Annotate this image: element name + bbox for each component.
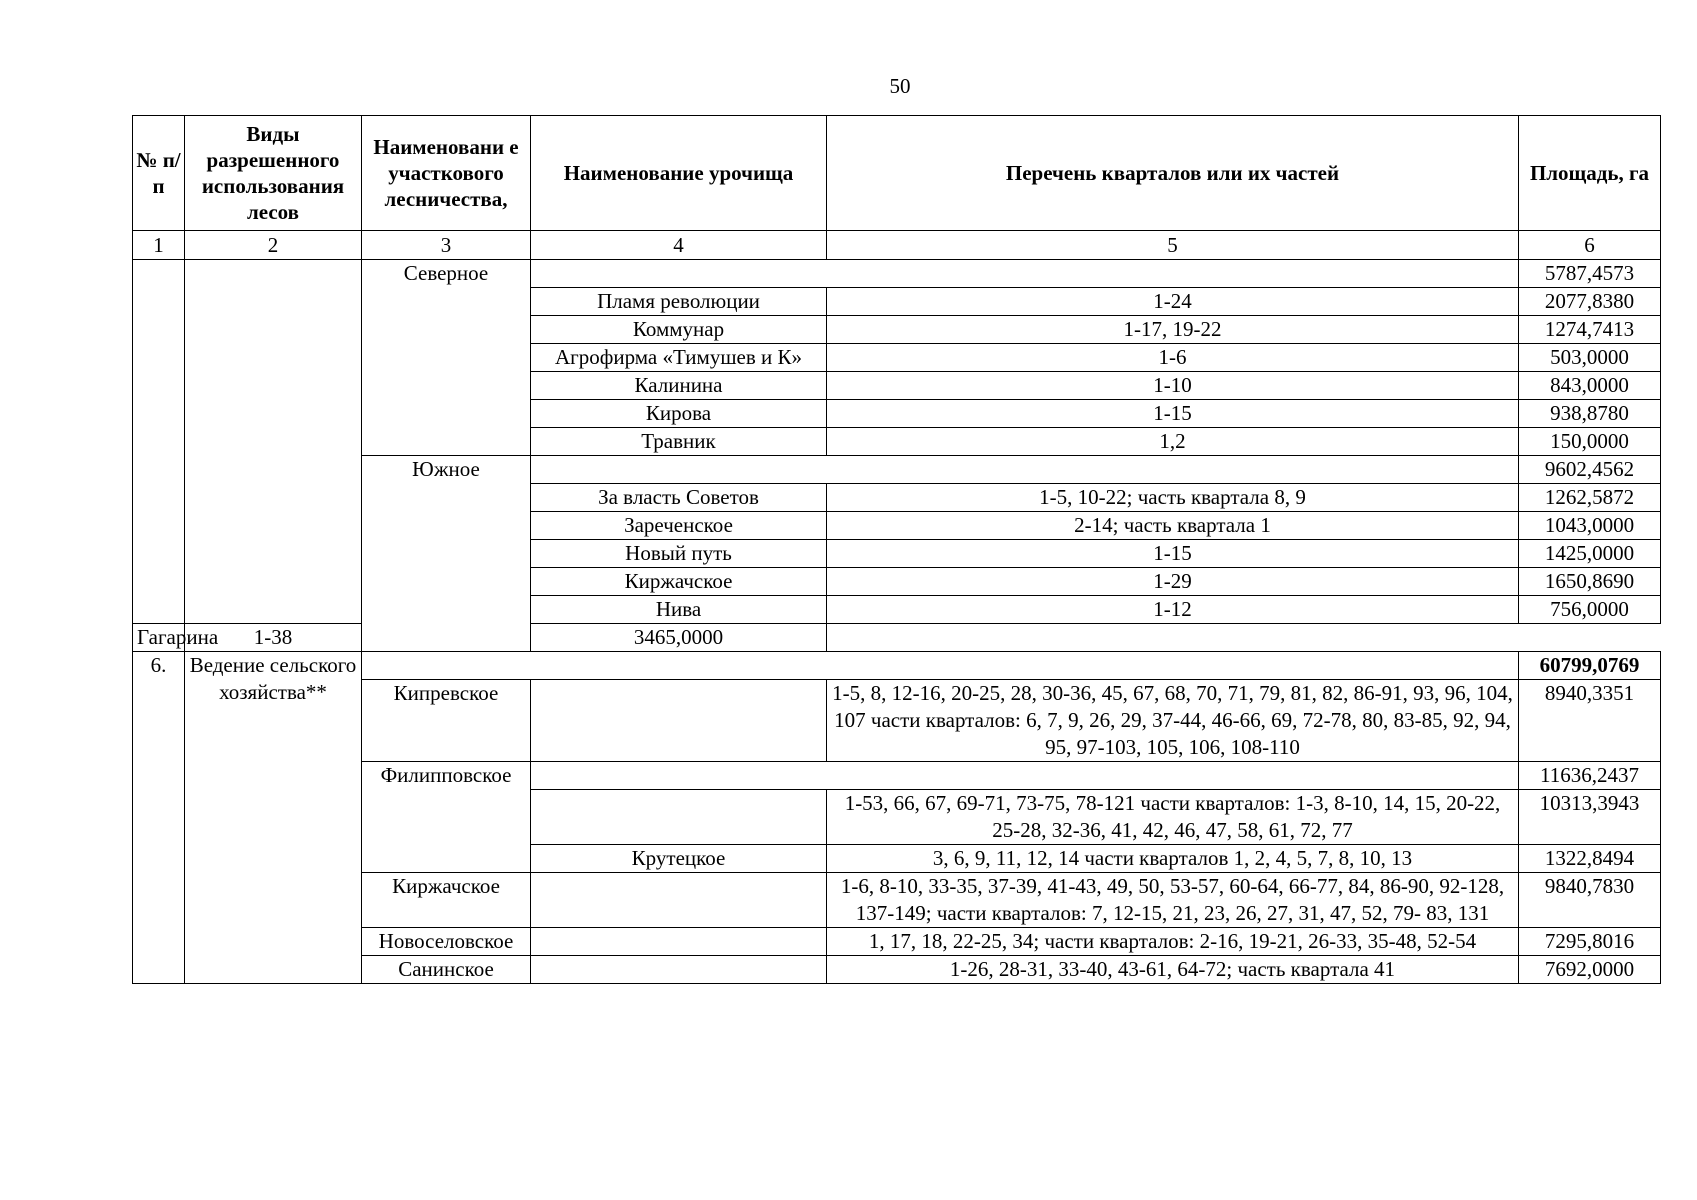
area-value: 150,0000 [1519, 428, 1661, 456]
empty-cell [133, 260, 185, 624]
table-row [133, 680, 1661, 762]
quarters-list: 1, 17, 18, 22-25, 34; части кварталов: 2-16, 19-21, 26-33, 35-48, 52-54 [827, 928, 1519, 956]
area-value: 1043,0000 [1519, 512, 1661, 540]
quarters-list: 1-5, 10-22; часть квартала 8, 9 [827, 484, 1519, 512]
quarters-list: 2-14; часть квартала 1 [827, 512, 1519, 540]
empty-cell [531, 680, 827, 762]
area-value: 1322,8494 [1519, 845, 1661, 873]
table-row [133, 260, 1661, 288]
tract-name: Кирова [531, 400, 827, 428]
table-row [133, 456, 1661, 484]
forest-use-table [132, 115, 1661, 984]
tract-name: Крутецкое [531, 845, 827, 873]
empty-cell [185, 260, 362, 624]
area-value: 1274,7413 [1519, 316, 1661, 344]
row-number: 6. [133, 652, 185, 984]
col-number: 5 [827, 231, 1519, 260]
tract-name: За власть Советов [531, 484, 827, 512]
quarters-list: 1-26, 28-31, 33-40, 43-61, 64-72; часть квартала 41 [827, 956, 1519, 984]
district-total-area: 11636,2437 [1519, 762, 1661, 790]
district-name: Киржачское [362, 873, 531, 928]
quarters-list: 1-15 [827, 400, 1519, 428]
tract-name: Пламя революции [531, 288, 827, 316]
area-value: 503,0000 [1519, 344, 1661, 372]
district-name: Санинское [362, 956, 531, 984]
district-total-area: 9602,4562 [1519, 456, 1661, 484]
header-district: Наименовани е участкового лесничества, [362, 116, 531, 231]
tract-name: Агрофирма «Тимушев и К» [531, 344, 827, 372]
quarters-list: 1-17, 19-22 [827, 316, 1519, 344]
tract-name: Травник [531, 428, 827, 456]
district-name: Кипревское [362, 680, 531, 762]
area-value: 1650,8690 [1519, 568, 1661, 596]
col-number: 2 [185, 231, 362, 260]
table-row [133, 873, 1661, 928]
area-value: 1262,5872 [1519, 484, 1661, 512]
table-row [133, 762, 1661, 790]
district-name: Северное [362, 260, 531, 456]
district-name: Филипповское [362, 762, 531, 873]
col-number: 1 [133, 231, 185, 260]
tract-name: Киржачское [531, 568, 827, 596]
area-value: 2077,8380 [1519, 288, 1661, 316]
header-tract: Наименование урочища [531, 116, 827, 231]
section-total-area: 60799,0769 [1519, 652, 1661, 680]
empty-cell [362, 652, 1519, 680]
area-value: 1425,0000 [1519, 540, 1661, 568]
district-name: Новоселовское [362, 928, 531, 956]
quarters-list: 1-29 [827, 568, 1519, 596]
quarters-list: 1-38 [185, 624, 362, 652]
header-use-type: Виды разрешенного использования лесов [185, 116, 362, 231]
area-value: 7692,0000 [1519, 956, 1661, 984]
empty-cell [531, 456, 1519, 484]
empty-cell [531, 928, 827, 956]
empty-cell [531, 956, 827, 984]
empty-cell [531, 873, 827, 928]
tract-name: Гагарина [133, 624, 185, 652]
area-value: 938,8780 [1519, 400, 1661, 428]
quarters-list: 1-6 [827, 344, 1519, 372]
empty-cell [531, 762, 1519, 790]
column-number-row [133, 231, 1661, 260]
table-row [133, 928, 1661, 956]
area-value: 9840,7830 [1519, 873, 1661, 928]
area-value: 7295,8016 [1519, 928, 1661, 956]
area-value: 843,0000 [1519, 372, 1661, 400]
page-number: 50 [889, 74, 911, 98]
district-name: Южное [362, 456, 531, 652]
header-num: № п/п [133, 116, 185, 231]
quarters-list: 1-53, 66, 67, 69-71, 73-75, 78-121 части кварталов: 1-3, 8-10, 14, 15, 20-22, 25-28, 32-36, 41, 42, 46, 47, 58, 61, 72, 77 [827, 790, 1519, 845]
quarters-list: 3, 6, 9, 11, 12, 14 части кварталов 1, 2, 4, 5, 7, 8, 10, 13 [827, 845, 1519, 873]
tract-name: Калинина [531, 372, 827, 400]
quarters-list: 1-24 [827, 288, 1519, 316]
quarters-list: 1-10 [827, 372, 1519, 400]
area-value: 3465,0000 [531, 624, 827, 652]
quarters-list: 1-6, 8-10, 33-35, 37-39, 41-43, 49, 50, 53-57, 60-64, 66-77, 84, 86-90, 92-128, 137-149; части кварталов: 7, 12-15, 21, 23, 26, 27, 31, 47, 52, 79- 83, 131 [827, 873, 1519, 928]
use-type: Ведение сельского хозяйства** [185, 652, 362, 984]
quarters-list: 1-15 [827, 540, 1519, 568]
tract-name [531, 790, 827, 845]
header-quarters: Перечень кварталов или их частей [827, 116, 1519, 231]
area-value: 756,0000 [1519, 596, 1661, 624]
quarters-list: 1-12 [827, 596, 1519, 624]
tract-name: Коммунар [531, 316, 827, 344]
area-value: 8940,3351 [1519, 680, 1661, 762]
area-value: 10313,3943 [1519, 790, 1661, 845]
header-area: Площадь, га [1519, 116, 1661, 231]
tract-name: Новый путь [531, 540, 827, 568]
table-row [133, 956, 1661, 984]
tract-name: Нива [531, 596, 827, 624]
quarters-list: 1,2 [827, 428, 1519, 456]
col-number: 3 [362, 231, 531, 260]
quarters-list: 1-5, 8, 12-16, 20-25, 28, 30-36, 45, 67, 68, 70, 71, 79, 81, 82, 86-91, 93, 96, 104, 107 части кварталов: 6, 7, 9, 26, 29, 37-44, 46-66, 69, 72-78, 80, 83-85, 92, 94, 95, 97-103, 105, 106, 108-110 [827, 680, 1519, 762]
header-row [133, 116, 1661, 231]
tract-name: Зареченское [531, 512, 827, 540]
empty-cell [531, 260, 1519, 288]
col-number: 4 [531, 231, 827, 260]
col-number: 6 [1519, 231, 1661, 260]
table-row [133, 652, 1661, 680]
district-total-area: 5787,4573 [1519, 260, 1661, 288]
